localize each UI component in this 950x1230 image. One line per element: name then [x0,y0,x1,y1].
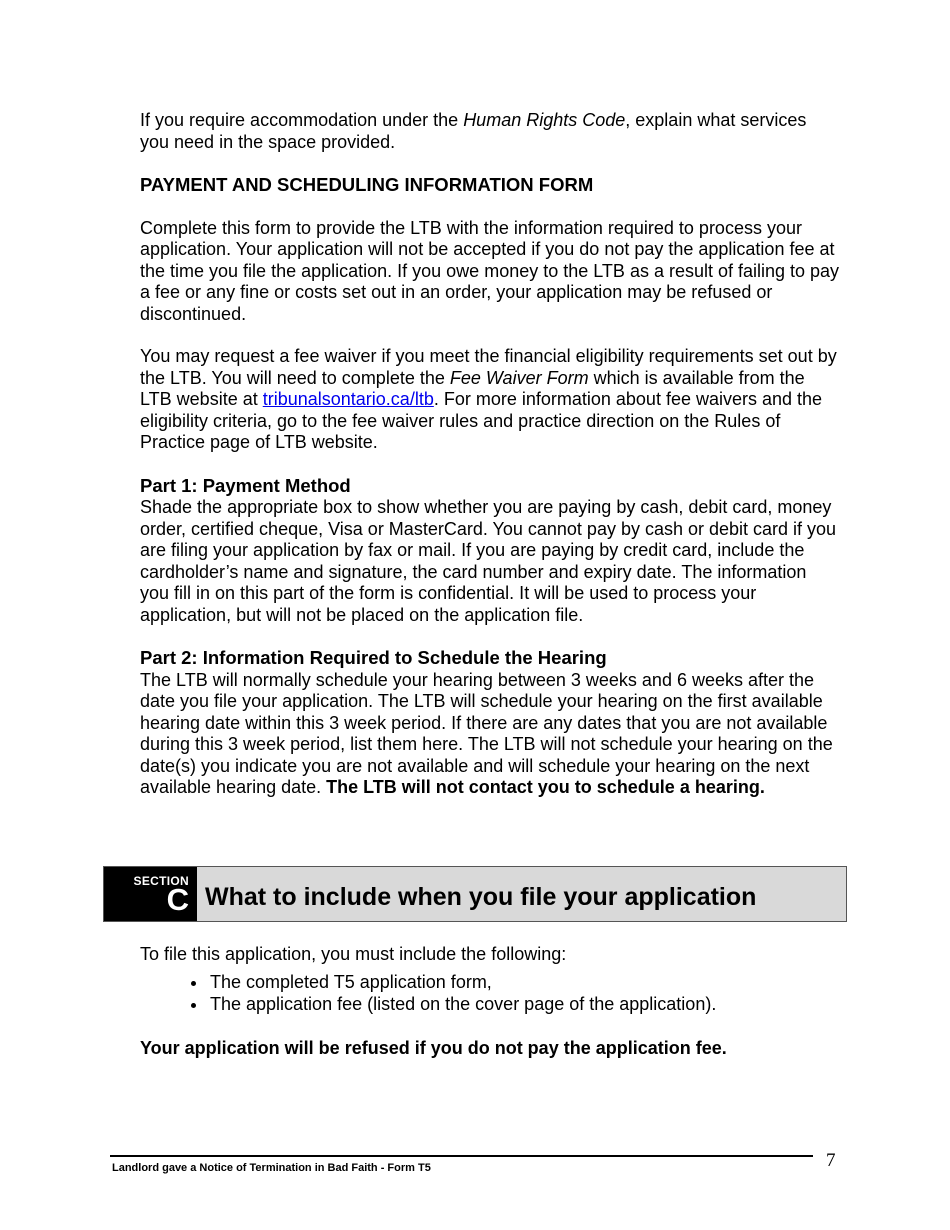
page-number: 7 [826,1150,836,1171]
include-list [140,972,840,1016]
include-intro: To file this application, you must include the following: [140,944,567,964]
main-content [140,110,840,820]
part2-bold-note: The LTB will not contact you to schedule a hearing. [326,777,765,797]
part2-paragraph [140,670,840,799]
waiver-text-post: . For more information about fee waivers and the eligibility criteria, go to the fee waiver rules and practice direction on the Rules of Practice page of LTB website. [140,389,823,452]
part1-heading: Part 1: Payment Method [140,474,351,496]
intro-text-emphasis: Human Rights Code [463,110,626,130]
section-letter: C [166,882,189,917]
footer-form-title: Landlord gave a Notice of Termination in Bad Faith - Form T5 [112,1162,431,1174]
fee-waiver-paragraph [140,346,840,454]
list-item: • The completed T5 application form, [208,972,840,994]
payment-heading: PAYMENT AND SCHEDULING INFORMATION FORM [140,174,594,195]
intro-paragraph [140,110,840,153]
waiver-text-pre: You may request a fee waiver if you meet the financial eligibility requirements set out by the LTB. You will need to complete the [140,346,837,388]
list-item: • The application fee (listed on the cover page of the application). [208,994,840,1016]
part1-paragraph: Shade the appropriate box to show whether you are paying by cash, debit card, money order, certified cheque, Visa or MasterCard. You cannot pay by cash or debit card if you are filing your application by fax or mail. If you are paying by credit card, include the cardholder’s name and signature, the card number and expiry date. The information you fill in on this part of the form is confidential. It will be used to process your application, but will not be placed on the application file. [140,497,837,625]
include-content [140,944,840,1059]
section-tag [104,867,197,921]
refused-warning-text: Your application will be refused if you do not pay the application fee. [140,1037,727,1058]
part2-heading: Part 2: Information Required to Schedule the Hearing [140,647,607,668]
part2-text: The LTB will normally schedule your hearing between 3 weeks and 6 weeks after the date you file your application. The LTB will schedule your hearing on the first available hearing date within this 3 week period. If there are any dates that you are not available during this 3 week period, list them here. The LTB will not schedule your hearing on the date(s) you indicate you are not available and will schedule your hearing on the next available hearing date. [140,669,833,797]
ltb-website-link[interactable]: tribunalsontario.ca/ltb [262,389,434,409]
payment-paragraph: Complete this form to provide the LTB with the information required to process your application. Your application will not be accepted if you do not pay the application fee at the time you file the application. If you owe money to the LTB as a result of failing to pay a fee or any fine or costs set out in an order, your application may be refused or discontinued. [140,217,840,324]
section-c-banner [103,866,847,922]
intro-text-post: , explain what services you need in the space provided. [140,110,807,152]
waiver-text-mid: which is available from the LTB website at [140,367,805,409]
waiver-form-name: Fee Waiver Form [449,367,589,388]
section-word: SECTION [133,874,189,888]
footer-divider [110,1155,813,1157]
intro-text-pre: If you require accommodation under the [140,110,464,130]
section-title: What to include when you file your application [205,883,757,911]
refused-warning [140,1038,840,1060]
